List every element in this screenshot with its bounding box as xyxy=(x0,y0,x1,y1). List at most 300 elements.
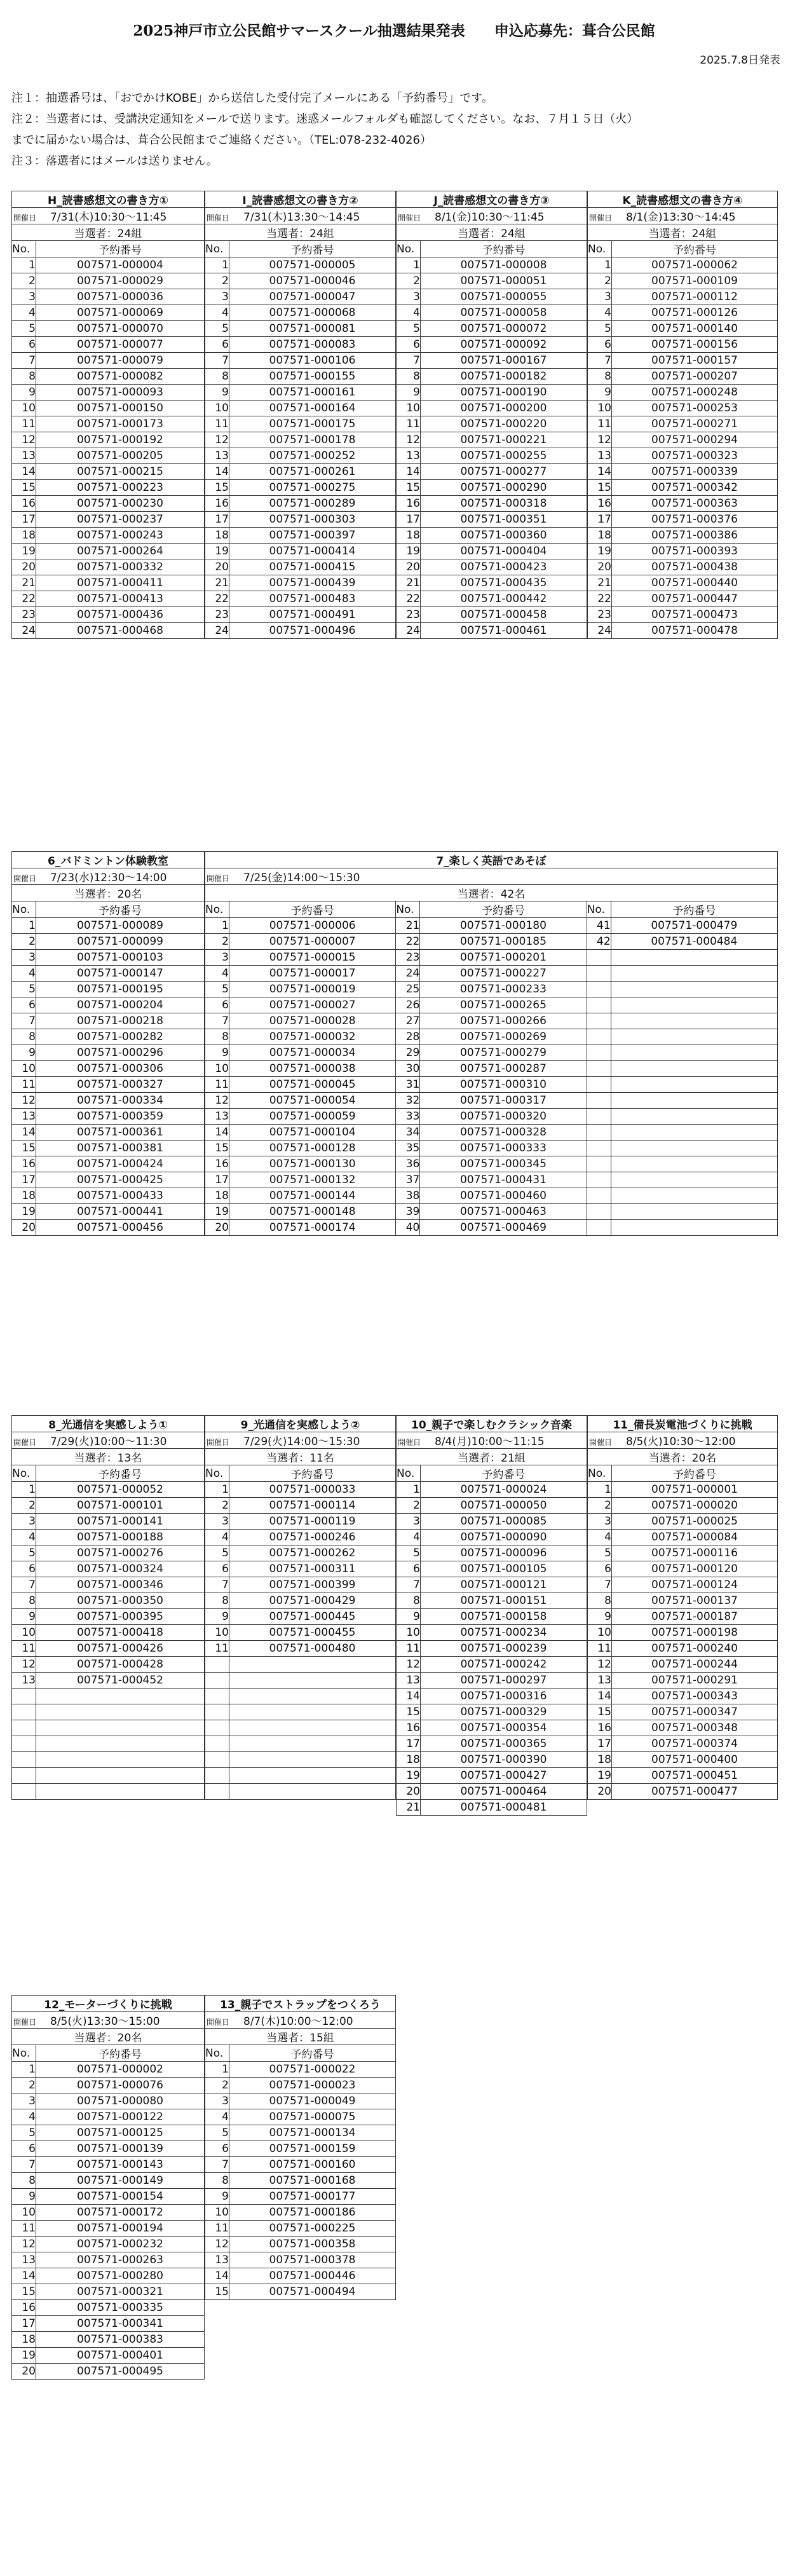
table-row xyxy=(588,385,778,401)
row-number: 13 xyxy=(397,1673,421,1689)
row-number: 38 xyxy=(396,1188,420,1204)
reservation-number: 007571-000205 xyxy=(36,448,205,464)
table-row xyxy=(588,480,778,496)
row-number: 9 xyxy=(205,1045,229,1061)
reservation-number: 007571-000150 xyxy=(36,401,205,416)
reservation-number: 007571-000055 xyxy=(421,289,587,305)
reservation-number: 007571-000418 xyxy=(36,1625,205,1641)
table-row xyxy=(588,623,778,639)
table-row xyxy=(12,2173,205,2189)
row-number xyxy=(205,1673,229,1689)
reservation-number: 007571-000140 xyxy=(612,321,778,337)
reservation-number: 007571-000317 xyxy=(420,1093,587,1109)
row-number: 18 xyxy=(588,1752,612,1768)
row-number: 10 xyxy=(205,401,229,416)
row-number: 2 xyxy=(205,2078,229,2093)
reservation-number: 007571-000495 xyxy=(36,2364,205,2380)
table-row xyxy=(588,1752,778,1768)
course-date: 7/29(火)10:00～11:30 xyxy=(50,1435,167,1448)
no-header: No. xyxy=(12,2045,36,2062)
table-row xyxy=(205,2237,396,2252)
table-row xyxy=(12,448,205,464)
reservation-number xyxy=(36,1689,205,1704)
no-header: No. xyxy=(12,901,36,918)
reservation-number: 007571-000428 xyxy=(36,1657,205,1673)
row-number xyxy=(205,1704,229,1720)
row-number: 39 xyxy=(396,1204,420,1220)
course-date: 8/5(火)13:30～15:00 xyxy=(50,2015,160,2028)
reservation-number: 007571-000007 xyxy=(229,934,396,950)
reservation-number: 007571-000473 xyxy=(612,607,778,623)
table-row xyxy=(588,448,778,464)
course-table xyxy=(11,1995,205,2380)
row-number: 1 xyxy=(397,1482,421,1498)
reservation-header: 予約番号 xyxy=(421,241,587,257)
reservation-number: 007571-000237 xyxy=(36,512,205,528)
held-label: 開催日 xyxy=(589,1438,613,1447)
table-row xyxy=(205,1045,778,1061)
row-number: 36 xyxy=(396,1156,420,1172)
row-number: 19 xyxy=(12,1204,36,1220)
row-number: 15 xyxy=(205,2284,229,2300)
row-number: 16 xyxy=(397,1720,421,1736)
table-row xyxy=(205,480,396,496)
reservation-number: 007571-000126 xyxy=(612,305,778,321)
table-row xyxy=(12,918,205,934)
reservation-number: 007571-000004 xyxy=(36,257,205,273)
row-number: 20 xyxy=(588,559,612,575)
reservation-number: 007571-000215 xyxy=(36,464,205,480)
reservation-number: 007571-000232 xyxy=(36,2237,205,2252)
table-row xyxy=(205,385,396,401)
row-number: 11 xyxy=(397,416,421,432)
table-row xyxy=(12,1784,205,1800)
reservation-number: 007571-000050 xyxy=(421,1498,587,1514)
reservation-number: 007571-000261 xyxy=(229,464,396,480)
row-number: 3 xyxy=(12,1514,36,1530)
row-number: 18 xyxy=(12,528,36,544)
table-row xyxy=(205,2109,396,2125)
reservation-number xyxy=(611,966,777,982)
reservation-number: 007571-000458 xyxy=(421,607,587,623)
reservation-number xyxy=(611,1045,777,1061)
row-number: 16 xyxy=(588,496,612,512)
row-number: 5 xyxy=(12,1545,36,1561)
reservation-number: 007571-000376 xyxy=(612,512,778,528)
row-number: 17 xyxy=(588,1736,612,1752)
course-title: 6_バドミントン体験教室 xyxy=(12,852,205,868)
row-number: 25 xyxy=(396,982,420,997)
table-row xyxy=(12,2252,205,2268)
table-row xyxy=(12,1609,205,1625)
course-date-row xyxy=(12,1432,205,1449)
reservation-number: 007571-000076 xyxy=(36,2078,205,2093)
table-row xyxy=(397,1704,587,1720)
course-table xyxy=(205,1415,396,1800)
reservation-number: 007571-000496 xyxy=(229,623,396,639)
notes xyxy=(11,88,774,172)
table-row xyxy=(12,1704,205,1720)
reservation-number: 007571-000182 xyxy=(421,369,587,385)
table-row xyxy=(12,934,205,950)
course-table xyxy=(11,851,205,1236)
table-row xyxy=(397,1689,587,1704)
reservation-number: 007571-000109 xyxy=(612,273,778,289)
row-number xyxy=(587,950,611,966)
reservation-number: 007571-000404 xyxy=(421,544,587,559)
reservation-header: 予約番号 xyxy=(229,241,396,257)
reservation-number: 007571-000093 xyxy=(36,385,205,401)
reservation-number: 007571-000289 xyxy=(229,496,396,512)
table-row xyxy=(397,1530,587,1545)
table-row xyxy=(12,480,205,496)
reservation-number: 007571-000164 xyxy=(229,401,396,416)
row-number: 7 xyxy=(12,353,36,369)
table-row xyxy=(205,528,396,544)
reservation-number: 007571-000051 xyxy=(421,273,587,289)
reservation-number: 007571-000085 xyxy=(421,1514,587,1530)
table-row xyxy=(588,1768,778,1784)
reservation-number: 007571-000342 xyxy=(612,480,778,496)
row-number xyxy=(587,966,611,982)
reservation-number: 007571-000456 xyxy=(36,1220,205,1236)
course-date: 7/25(金)14:00～15:30 xyxy=(243,872,360,884)
row-number: 16 xyxy=(12,496,36,512)
reservation-number: 007571-000440 xyxy=(612,575,778,591)
course-table xyxy=(205,851,778,1236)
table-row xyxy=(588,1704,778,1720)
row-number: 9 xyxy=(205,385,229,401)
reservation-number: 007571-000058 xyxy=(421,305,587,321)
reservation-number: 007571-000455 xyxy=(229,1625,396,1641)
table-row xyxy=(588,1657,778,1673)
no-header: No. xyxy=(205,2045,229,2062)
reservation-number: 007571-000334 xyxy=(36,1093,205,1109)
table-row xyxy=(588,337,778,353)
row-number: 10 xyxy=(205,1061,229,1077)
table-row xyxy=(588,289,778,305)
row-number xyxy=(587,1172,611,1188)
reservation-number: 007571-000112 xyxy=(612,289,778,305)
row-number: 10 xyxy=(397,1625,421,1641)
row-number: 18 xyxy=(205,528,229,544)
table-row xyxy=(12,544,205,559)
reservation-number: 007571-000303 xyxy=(229,512,396,528)
table-row xyxy=(205,321,396,337)
row-number: 17 xyxy=(588,512,612,528)
table-row xyxy=(397,1720,587,1736)
reservation-number xyxy=(36,1768,205,1784)
held-label: 開催日 xyxy=(398,1438,421,1447)
reservation-number: 007571-000252 xyxy=(229,448,396,464)
row-number xyxy=(587,982,611,997)
table-row xyxy=(205,1609,396,1625)
course-date-row xyxy=(588,208,778,224)
row-number: 7 xyxy=(397,353,421,369)
reservation-number: 007571-000128 xyxy=(229,1141,396,1156)
row-number xyxy=(587,1093,611,1109)
row-number: 21 xyxy=(396,918,420,934)
row-number: 13 xyxy=(12,1673,36,1689)
table-row xyxy=(397,464,587,480)
row-number: 3 xyxy=(397,1514,421,1530)
table-row xyxy=(205,432,396,448)
table-row xyxy=(205,623,396,639)
reservation-number: 007571-000266 xyxy=(420,1013,587,1029)
reservation-number: 007571-000047 xyxy=(229,289,396,305)
reservation-header: 予約番号 xyxy=(36,901,205,918)
row-number: 5 xyxy=(205,982,229,997)
reservation-number: 007571-000002 xyxy=(36,2062,205,2078)
winner-count: 当選者：15組 xyxy=(205,2029,396,2045)
course-date: 8/4(月)10:00～11:15 xyxy=(435,1435,545,1448)
course-date: 7/23(水)12:30～14:00 xyxy=(50,872,167,884)
table-row xyxy=(397,448,587,464)
reservation-number: 007571-000025 xyxy=(612,1514,778,1530)
table-row xyxy=(12,1768,205,1784)
row-number: 7 xyxy=(588,1577,612,1593)
publish-date: 2025.7.8日発表 xyxy=(700,54,780,67)
reservation-number: 007571-000244 xyxy=(612,1657,778,1673)
reservation-number: 007571-000027 xyxy=(229,997,396,1013)
winner-count: 当選者：20名 xyxy=(12,885,205,901)
table-row xyxy=(12,2157,205,2173)
table-row xyxy=(397,305,587,321)
row-number: 1 xyxy=(205,1482,229,1498)
row-number: 24 xyxy=(205,623,229,639)
reservation-number: 007571-000090 xyxy=(421,1530,587,1545)
row-number: 6 xyxy=(12,337,36,353)
reservation-number: 007571-000446 xyxy=(229,2268,396,2284)
reservation-number: 007571-000218 xyxy=(36,1013,205,1029)
reservation-number: 007571-000468 xyxy=(36,623,205,639)
table-row xyxy=(12,289,205,305)
course-date: 8/1(金)13:30～14:45 xyxy=(626,211,736,224)
table-row xyxy=(205,1641,396,1657)
table-row xyxy=(205,559,396,575)
table-row xyxy=(397,591,587,607)
reservation-number: 007571-000017 xyxy=(229,966,396,982)
table-row xyxy=(12,2332,205,2348)
row-number: 15 xyxy=(12,1141,36,1156)
reservation-number: 007571-000121 xyxy=(421,1577,587,1593)
table-row xyxy=(205,1673,396,1689)
row-number: 16 xyxy=(205,1156,229,1172)
reservation-number: 007571-000287 xyxy=(420,1061,587,1077)
row-number: 1 xyxy=(588,1482,612,1498)
table-row xyxy=(205,2205,396,2221)
row-number: 10 xyxy=(205,1625,229,1641)
course-date: 8/1(金)10:30～11:45 xyxy=(435,211,545,224)
reservation-number: 007571-000282 xyxy=(36,1029,205,1045)
reservation-number: 007571-000350 xyxy=(36,1593,205,1609)
winner-count: 当選者：24組 xyxy=(12,224,205,241)
row-number: 4 xyxy=(12,1530,36,1545)
reservation-number: 007571-000079 xyxy=(36,353,205,369)
winner-count: 当選者：20名 xyxy=(588,1449,778,1465)
row-number: 21 xyxy=(397,1800,421,1816)
course-title: 11_備長炭電池づくりに挑戦 xyxy=(588,1416,778,1432)
table-row xyxy=(12,1625,205,1641)
table-row xyxy=(12,1545,205,1561)
row-number: 8 xyxy=(397,369,421,385)
reservation-number: 007571-000195 xyxy=(36,982,205,997)
row-number xyxy=(12,1752,36,1768)
row-number: 37 xyxy=(396,1172,420,1188)
no-header: No. xyxy=(205,901,229,918)
course-date-row xyxy=(205,1432,396,1449)
table-row xyxy=(397,607,587,623)
reservation-number: 007571-000341 xyxy=(36,2316,205,2332)
reservation-number: 007571-000441 xyxy=(36,1204,205,1220)
table-row xyxy=(397,1800,587,1816)
reservation-number: 007571-000070 xyxy=(36,321,205,337)
reservation-header: 予約番号 xyxy=(36,1465,205,1482)
row-number: 15 xyxy=(205,1141,229,1156)
table-row xyxy=(205,1109,778,1125)
reservation-number: 007571-000069 xyxy=(36,305,205,321)
table-row xyxy=(397,337,587,353)
reservation-number: 007571-000290 xyxy=(421,480,587,496)
winner-count: 当選者：11名 xyxy=(205,1449,396,1465)
table-row xyxy=(205,1093,778,1109)
table-row xyxy=(397,416,587,432)
reservation-number: 007571-000192 xyxy=(36,432,205,448)
row-number: 6 xyxy=(397,1561,421,1577)
reservation-number: 007571-000316 xyxy=(421,1689,587,1704)
reservation-number: 007571-000032 xyxy=(229,1029,396,1045)
table-row xyxy=(205,575,396,591)
table-row xyxy=(588,432,778,448)
table-row xyxy=(588,1673,778,1689)
reservation-number: 007571-000103 xyxy=(36,950,205,966)
table-row xyxy=(12,1156,205,1172)
row-number: 1 xyxy=(12,1482,36,1498)
table-row xyxy=(205,1689,396,1704)
table-row xyxy=(12,1125,205,1141)
row-number: 4 xyxy=(588,1530,612,1545)
reservation-number: 007571-000363 xyxy=(612,496,778,512)
reservation-header: 予約番号 xyxy=(229,2045,396,2062)
table-row xyxy=(12,1720,205,1736)
row-number: 3 xyxy=(12,289,36,305)
reservation-number: 007571-000413 xyxy=(36,591,205,607)
reservation-number: 007571-000306 xyxy=(36,1061,205,1077)
course-date: 7/29(火)14:00～15:30 xyxy=(243,1435,360,1448)
table-row xyxy=(205,512,396,528)
course-date-row xyxy=(205,208,396,224)
reservation-number: 007571-000239 xyxy=(421,1641,587,1657)
row-number: 11 xyxy=(12,1077,36,1093)
no-header: No. xyxy=(205,241,229,257)
table-row xyxy=(588,1561,778,1577)
row-number xyxy=(12,1784,36,1800)
table-row xyxy=(12,982,205,997)
row-number: 8 xyxy=(588,1593,612,1609)
table-row xyxy=(588,1736,778,1752)
course-date: 8/7(木)10:00～12:00 xyxy=(243,2015,353,2028)
table-row xyxy=(12,1689,205,1704)
reservation-number: 007571-000320 xyxy=(420,1109,587,1125)
reservation-number: 007571-000198 xyxy=(612,1625,778,1641)
reservation-number: 007571-000155 xyxy=(229,369,396,385)
held-label: 開催日 xyxy=(398,214,421,223)
table-row xyxy=(588,575,778,591)
row-number: 17 xyxy=(397,1736,421,1752)
row-number: 24 xyxy=(397,623,421,639)
table-row xyxy=(205,1593,396,1609)
table-row xyxy=(12,1109,205,1125)
table-row xyxy=(12,1013,205,1029)
row-number: 13 xyxy=(205,2252,229,2268)
reservation-header: 予約番号 xyxy=(611,901,777,918)
row-number: 3 xyxy=(205,2093,229,2109)
reservation-number: 007571-000227 xyxy=(420,966,587,982)
reservation-number xyxy=(229,1704,396,1720)
row-number: 29 xyxy=(396,1045,420,1061)
row-number: 5 xyxy=(12,2125,36,2141)
table-row xyxy=(12,1204,205,1220)
table-row xyxy=(588,1641,778,1657)
reservation-number: 007571-000186 xyxy=(229,2205,396,2221)
table-row xyxy=(588,1689,778,1704)
table-row xyxy=(205,1172,778,1188)
reservation-number: 007571-000335 xyxy=(36,2300,205,2316)
reservation-number: 007571-000175 xyxy=(229,416,396,432)
row-number: 6 xyxy=(397,337,421,353)
held-label: 開催日 xyxy=(207,2018,230,2027)
reservation-number: 007571-000089 xyxy=(36,918,205,934)
row-number: 12 xyxy=(12,1657,36,1673)
table-row xyxy=(397,480,587,496)
row-number: 22 xyxy=(205,591,229,607)
reservation-number: 007571-000188 xyxy=(36,1530,205,1545)
table-row xyxy=(12,997,205,1013)
row-number: 16 xyxy=(397,496,421,512)
reservation-number: 007571-000125 xyxy=(36,2125,205,2141)
course-table xyxy=(587,1415,778,1800)
table-row xyxy=(588,1577,778,1593)
table-row xyxy=(205,257,396,273)
table-row xyxy=(205,2078,396,2093)
row-number: 11 xyxy=(12,2221,36,2237)
row-number: 7 xyxy=(12,2157,36,2173)
row-number: 17 xyxy=(205,512,229,528)
reservation-number: 007571-000361 xyxy=(36,1125,205,1141)
row-number: 16 xyxy=(205,496,229,512)
reservation-number: 007571-000132 xyxy=(229,1172,396,1188)
reservation-number: 007571-000019 xyxy=(229,982,396,997)
winner-count: 当選者：20名 xyxy=(12,2029,205,2045)
row-number: 7 xyxy=(205,1013,229,1029)
table-row xyxy=(12,1188,205,1204)
reservation-number: 007571-000401 xyxy=(36,2348,205,2364)
reservation-number: 007571-000119 xyxy=(229,1514,396,1530)
reservation-number: 007571-000263 xyxy=(36,2252,205,2268)
row-number xyxy=(587,1045,611,1061)
row-number: 17 xyxy=(397,512,421,528)
row-number: 1 xyxy=(205,918,229,934)
table-row xyxy=(397,1641,587,1657)
reservation-number: 007571-000269 xyxy=(420,1029,587,1045)
row-number xyxy=(587,1077,611,1093)
reservation-number: 007571-000246 xyxy=(229,1530,396,1545)
reservation-number xyxy=(229,1720,396,1736)
reservation-number xyxy=(229,1736,396,1752)
reservation-number: 007571-000436 xyxy=(36,607,205,623)
reservation-header: 予約番号 xyxy=(420,901,587,918)
table-row xyxy=(12,2093,205,2109)
